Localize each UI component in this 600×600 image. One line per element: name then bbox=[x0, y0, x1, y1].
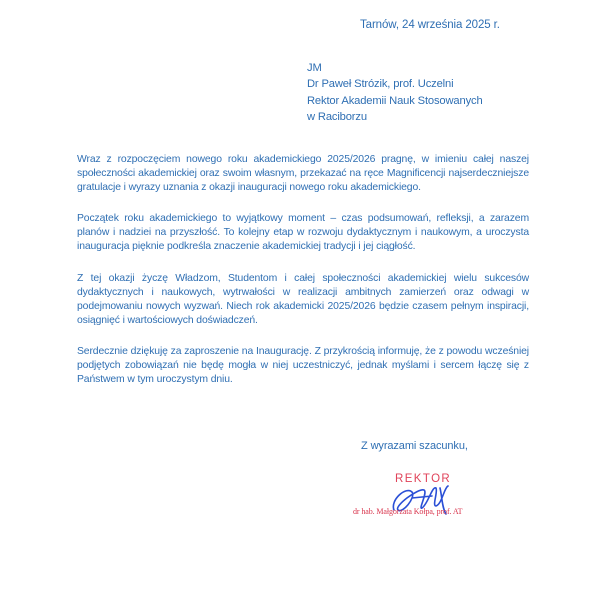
addressee-block bbox=[307, 60, 483, 125]
paragraph-congratulations: Wraz z rozpoczęciem nowego roku akademickiego 2025/2026 pragnę, w imieniu całej naszej społeczności akademickiej oraz swoim własnym, przekazać na ręce Magnificencji najserdeczniejsze gratulacje i wyrazy uznania z okazji inauguracji nowego roku akademickiego. bbox=[77, 154, 529, 194]
stamp-signatory-name: dr hab. Małgorzata Kołpa, prof. AT bbox=[353, 507, 463, 516]
letter-body bbox=[77, 153, 529, 404]
stamp-title: REKTOR bbox=[395, 473, 452, 485]
closing-phrase: Z wyrazami szacunku, bbox=[361, 440, 468, 452]
addressee-line-location: w Raciborzu bbox=[307, 110, 367, 123]
paragraph-apology: Serdecznie dziękuję za zaproszenie na Inaugurację. Z przykrością informuję, że z powodu wcześniej podjętych zobowiązań nie będę mogła w niej uczestniczyć, jednak myślami i sercem łączę się z Państwem w tym uroczystym dniu. bbox=[77, 345, 529, 386]
paragraph-wishes: Z tej okazji życzę Władzom, Studentom i całej społeczności akademickiej wielu sukcesów dydaktycznych i naukowych, wytrwałości w realizacji ambitnych zamierzeń oraz odwagi w podejmowaniu nowych wyzwań. Niech rok akademicki 2025/2026 będzie czasem pełnym inspiracji, osiągnięć i wartościowych doświadczeń. bbox=[77, 272, 529, 326]
addressee-line-name: Dr Paweł Strózik, prof. Uczelni bbox=[307, 78, 454, 91]
place-date: Tarnów, 24 września 2025 r. bbox=[360, 19, 500, 31]
addressee-line-honorific: JM bbox=[307, 62, 322, 74]
paragraph-academic-year: Początek roku akademickiego to wyjątkowy moment – czas podsumowań, refleksji, a zarazem planów i nadziei na przyszłość. To kolejny etap w rozwoju dydaktycznym i naukowym, a uroczysta inauguracja pięknie podkreśla znaczenie akademickiej tradycji i jej ciągłość. bbox=[77, 213, 529, 253]
addressee-line-title: Rektor Akademii Nauk Stosowanych bbox=[307, 94, 483, 107]
